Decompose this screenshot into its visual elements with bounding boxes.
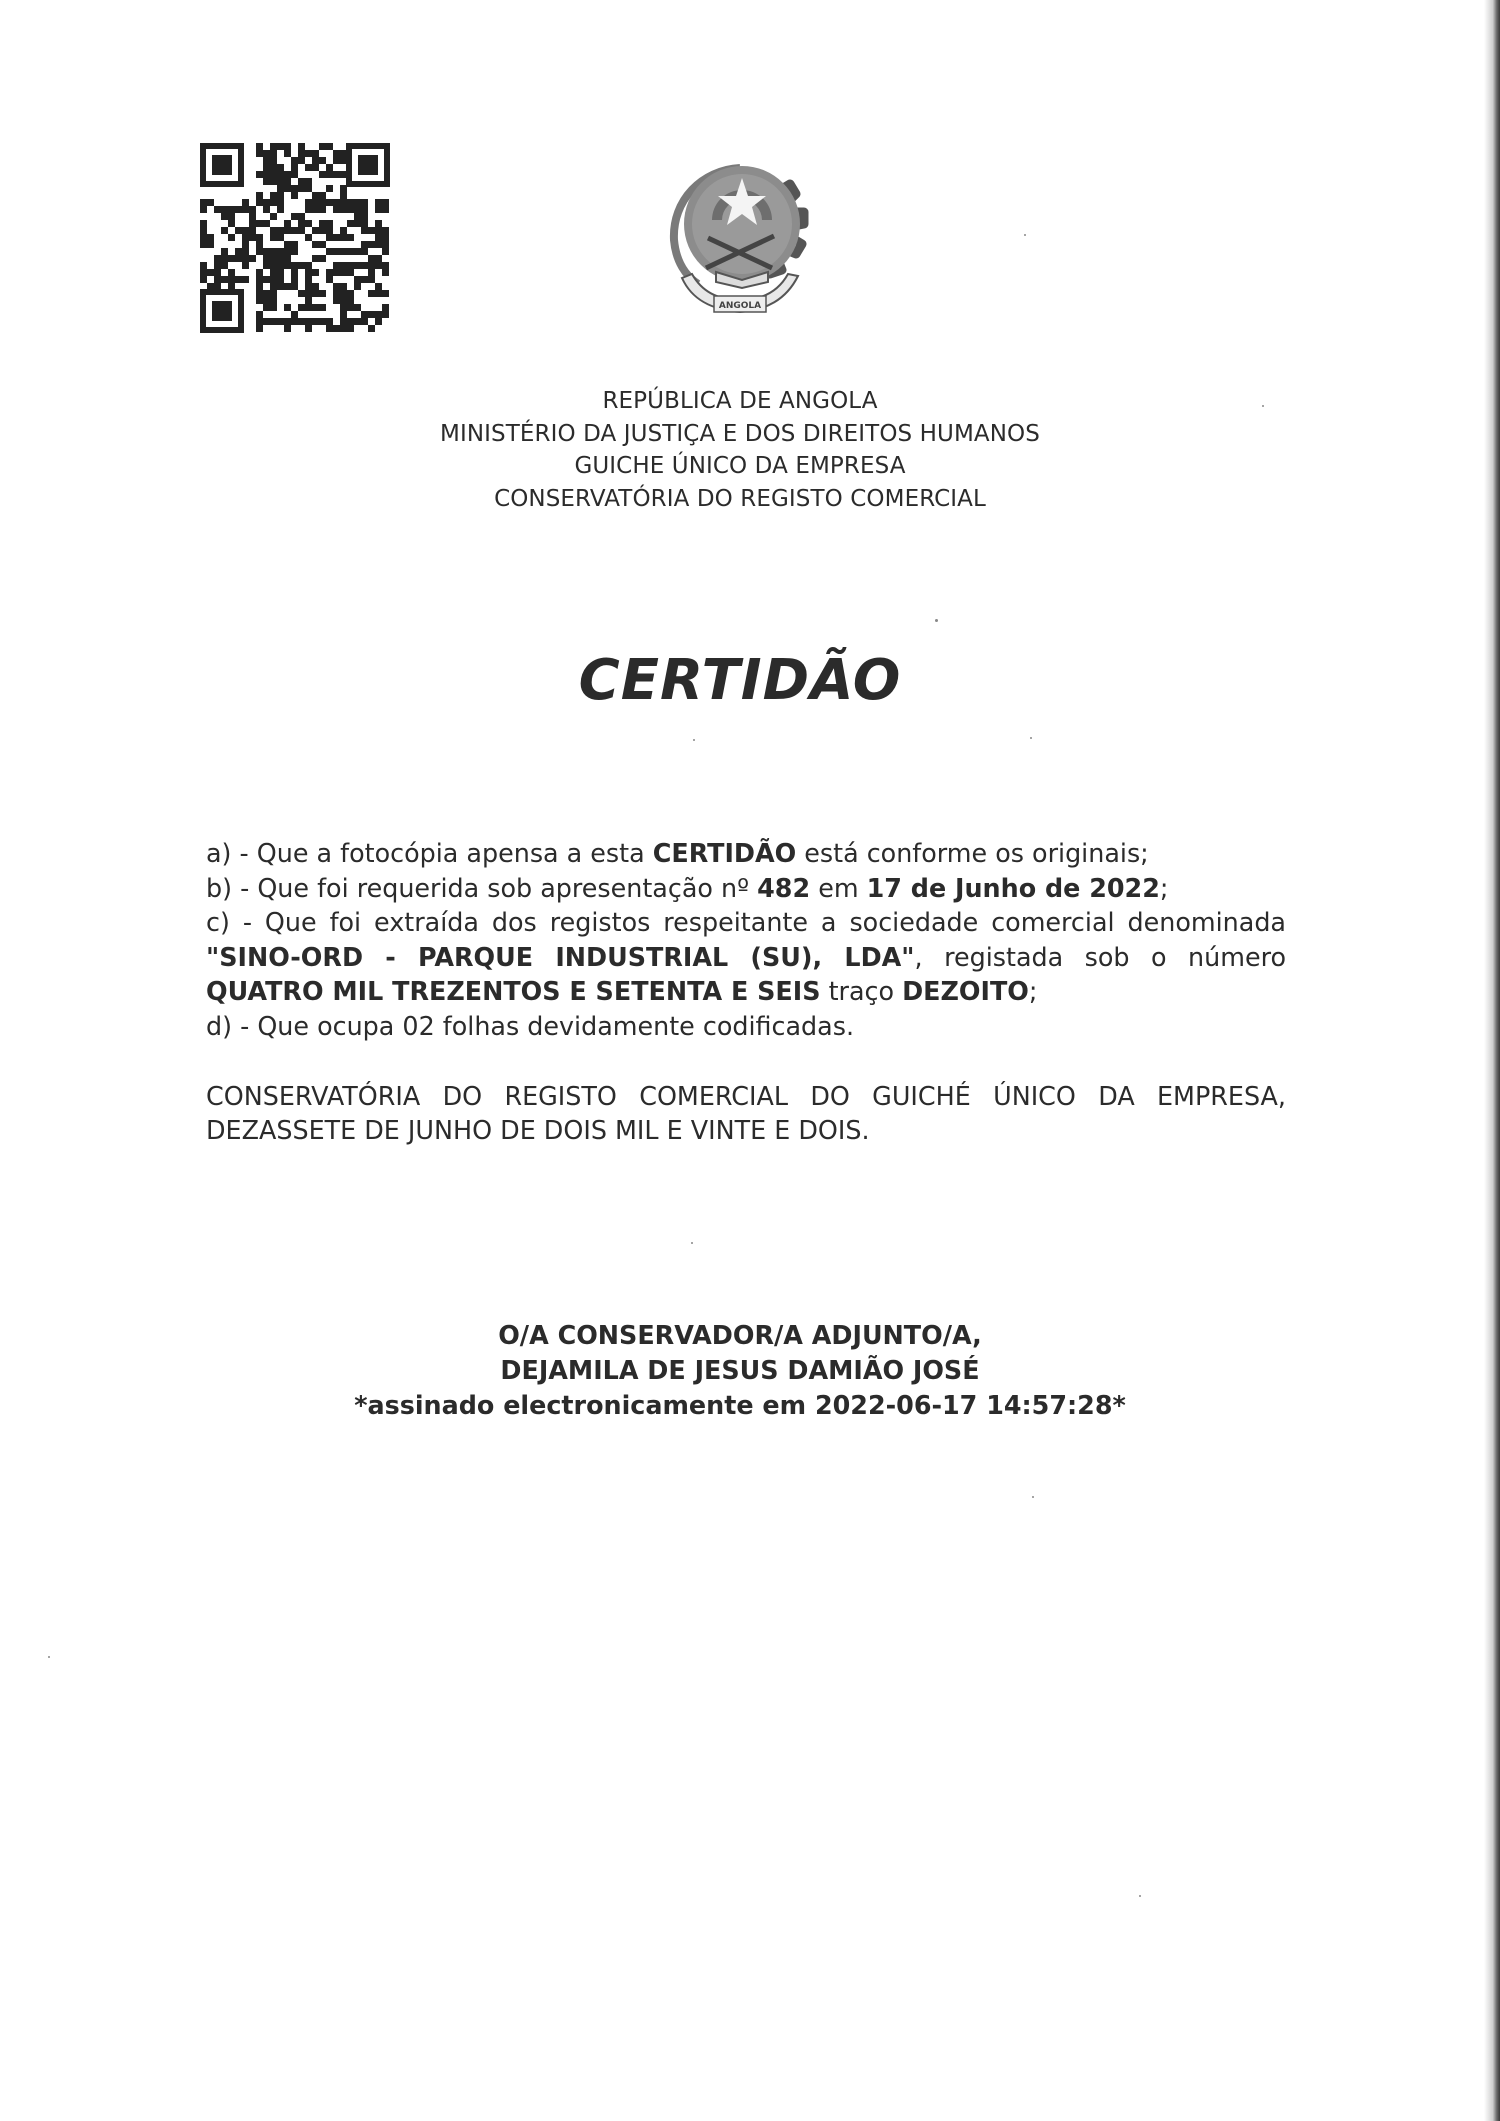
signer-role: O/A CONSERVADOR/A ADJUNTO/A, (498, 1320, 982, 1350)
closing-line1: CONSERVATÓRIA DO REGISTO COMERCIAL DO GUICHÉ ÚNICO DA EMPRESA, (206, 1080, 1286, 1111)
item-d: d) - Que ocupa 02 folhas devidamente codificadas. (206, 1010, 855, 1041)
angola-emblem-icon (662, 150, 818, 320)
item-c-line2: "SINO-ORD - PARQUE INDUSTRIAL (SU), LDA", registada sob o número (206, 941, 1286, 972)
certificate-body (206, 836, 1286, 1148)
emblem-ribbon-text: ANGOLA (718, 301, 762, 311)
signer-name: DEJAMILA DE JESUS DAMIÃO JOSÉ (500, 1354, 980, 1385)
document-title: CERTIDÃO (578, 648, 902, 713)
item-a: a) - Que a fotocópia apensa a esta CERTIDÃO está conforme os originais; (206, 838, 1149, 868)
signature-block (280, 1318, 1200, 1422)
item-c-line3: QUATRO MIL TREZENTOS E SETENTA E SEIS traço DEZOITO; (206, 976, 1038, 1007)
scan-speck (1139, 1895, 1141, 1897)
scan-speck (691, 1242, 693, 1244)
closing-line2: DEZASSETE DE JUNHO DE DOIS MIL E VINTE E DOIS. (206, 1115, 870, 1146)
scan-speck (1024, 234, 1026, 236)
header-office: GUICHE ÚNICO DA EMPRESA (574, 453, 906, 479)
scan-speck (935, 619, 938, 622)
header-registry: CONSERVATÓRIA DO REGISTO COMERCIAL (494, 485, 986, 512)
scan-speck (1262, 405, 1264, 407)
company-name: "SINO-ORD - PARQUE INDUSTRIAL (SU), LDA" (206, 941, 915, 972)
header-ministry: MINISTÉRIO DA JUSTIÇA E DOS DIREITOS HUMANOS (440, 420, 1040, 447)
item-c-line1: c) - Que foi extraída dos registos respeitante a sociedade comercial denominada (206, 907, 1286, 938)
scan-edge-shadow (1484, 0, 1500, 2121)
registration-number: QUATRO MIL TREZENTOS E SETENTA E SEIS (206, 976, 821, 1007)
scan-speck (1030, 737, 1032, 739)
scan-speck (48, 1656, 50, 1658)
issuer-header (300, 385, 1180, 515)
qr-code-icon (200, 143, 390, 333)
header-country: REPÚBLICA DE ANGOLA (602, 388, 878, 414)
scan-speck (1032, 1496, 1034, 1498)
scan-speck (693, 739, 695, 741)
signature-timestamp: *assinado electronicamente em 2022-06-17 14:57:28* (354, 1389, 1126, 1420)
item-b: b) - Que foi requerida sob apresentação nº 482 em 17 de Junho de 2022; (206, 872, 1169, 903)
